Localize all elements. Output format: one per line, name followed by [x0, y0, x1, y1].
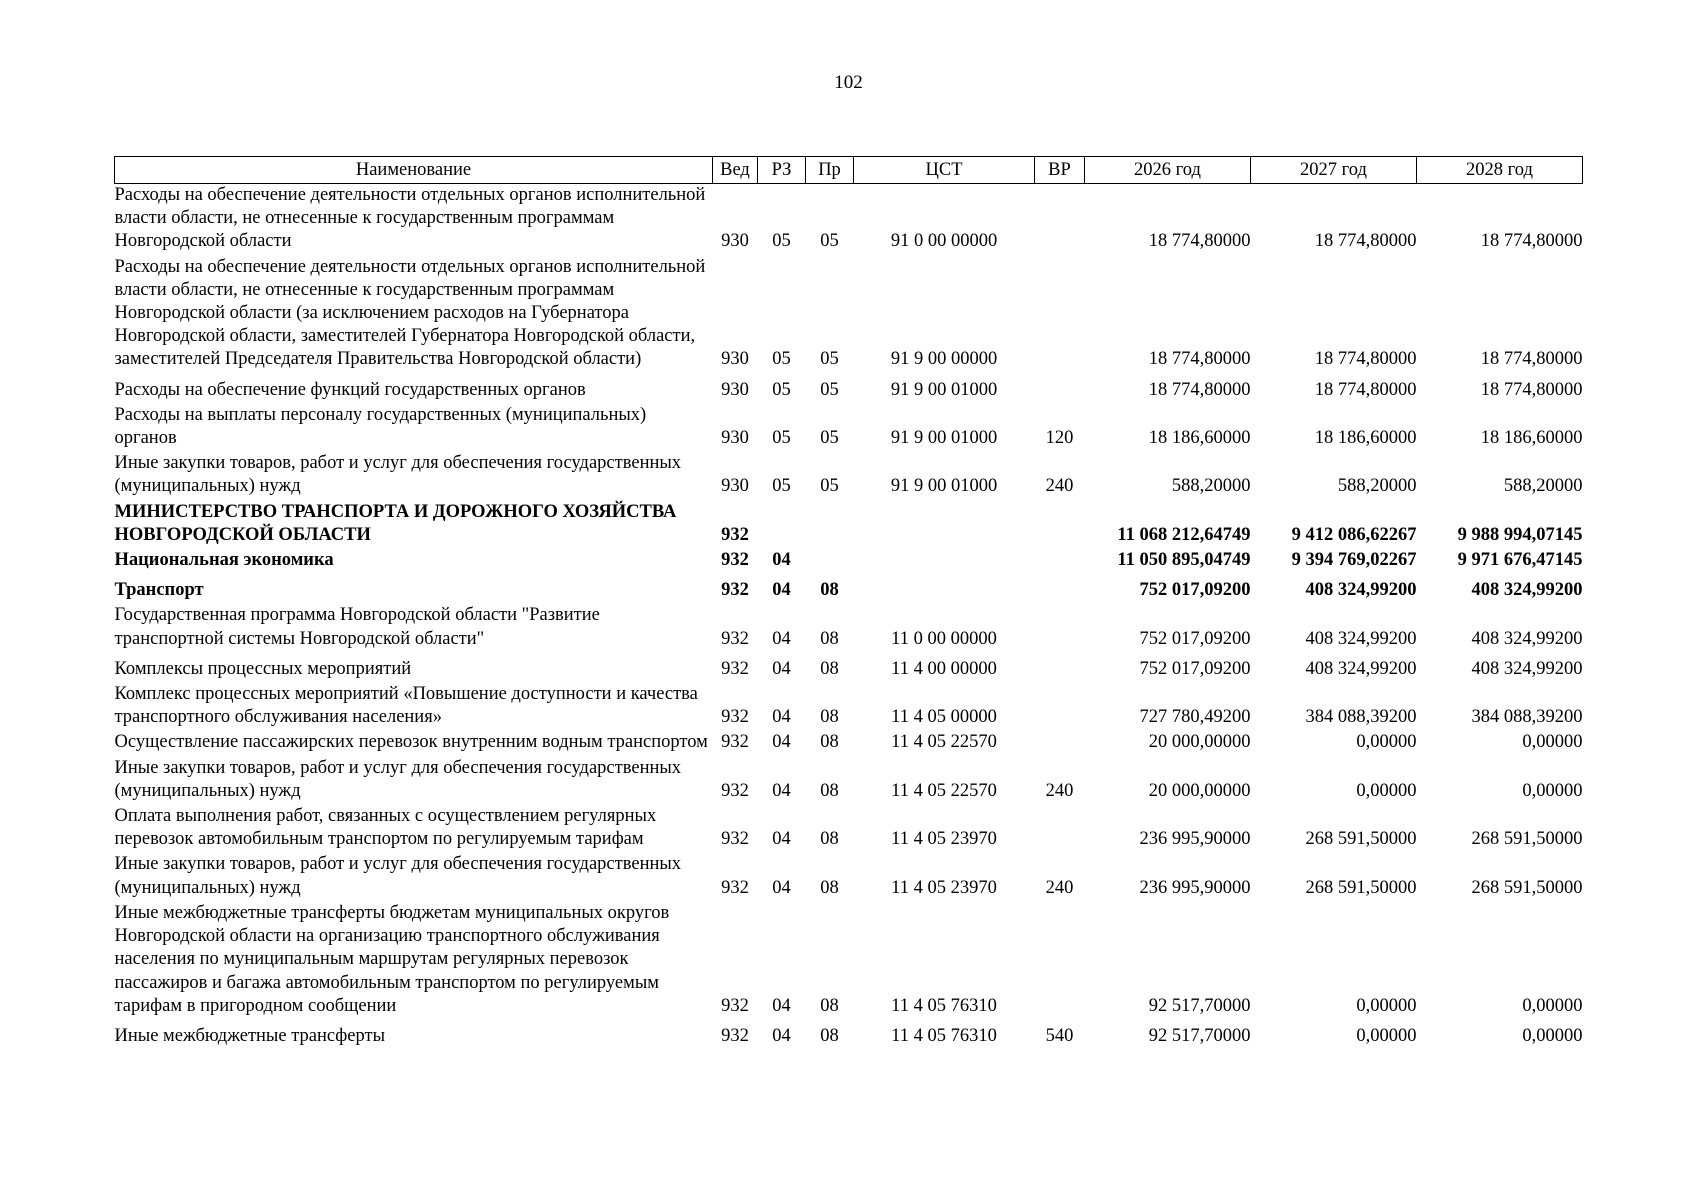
cell-rz: 04	[772, 580, 791, 601]
header-ved: Вед	[713, 157, 758, 184]
cell-pr: 05	[820, 349, 839, 370]
cell-ved: 932	[721, 707, 749, 728]
cell-pr: 08	[820, 780, 839, 801]
cell-cst: 91 9 00 01000	[890, 428, 998, 449]
cell-ved: 930	[721, 231, 749, 252]
cell-pr	[806, 549, 854, 574]
cell-cst	[854, 574, 1035, 604]
cell-y2027: 9 412 086,62267	[1291, 524, 1417, 545]
cell-y2028: 384 088,39200	[1471, 707, 1583, 728]
cell-rz: 05	[772, 476, 791, 497]
cell-y2026: 92 517,70000	[1148, 1025, 1251, 1046]
cell-y2027: 0,00000	[1356, 780, 1417, 801]
cell-y2026: 18 774,80000	[1148, 349, 1251, 370]
cell-cst: 11 4 05 00000	[891, 707, 997, 728]
cell-y2028: 0,00000	[1522, 780, 1583, 801]
table-row	[115, 184, 1583, 256]
cell-name: Осуществление пассажирских перевозок внутренним водным транспортом	[114, 732, 708, 753]
cell-y2027: 408 324,99200	[1305, 580, 1417, 601]
cell-y2026: 588,20000	[1171, 476, 1251, 497]
cell-ved: 932	[721, 829, 749, 850]
cell-name: Расходы на обеспечение функций государственных органов	[114, 379, 586, 400]
cell-vr	[1035, 549, 1085, 574]
cell-pr: 08	[820, 1025, 839, 1046]
cell-y2027: 18 774,80000	[1314, 231, 1417, 252]
cell-y2027: 18 186,60000	[1314, 428, 1417, 449]
cell-y2028: 9 971 676,47145	[1457, 550, 1583, 571]
cell-vr	[1035, 683, 1085, 731]
cell-rz: 04	[772, 780, 791, 801]
cell-y2027: 0,00000	[1356, 732, 1417, 753]
cell-y2026: 752 017,09200	[1139, 658, 1251, 679]
cell-rz: 04	[772, 658, 791, 679]
cell-y2026: 236 995,90000	[1139, 829, 1251, 850]
cell-name: Иные межбюджетные трансферты	[114, 1025, 386, 1046]
cell-cst: 11 4 00 00000	[891, 658, 997, 679]
cell-ved: 930	[721, 349, 749, 370]
cell-ved: 932	[721, 732, 749, 753]
cell-pr: 08	[820, 628, 839, 649]
cell-rz: 05	[772, 231, 791, 252]
cell-y2028: 18 774,80000	[1480, 349, 1583, 370]
cell-y2026: 18 774,80000	[1148, 231, 1251, 252]
cell-cst: 91 0 00 00000	[890, 231, 998, 252]
cell-pr: 05	[820, 231, 839, 252]
cell-vr	[1035, 653, 1085, 683]
cell-pr: 08	[820, 658, 839, 679]
cell-vr: 240	[1045, 780, 1074, 801]
cell-pr	[806, 501, 854, 549]
cell-rz: 05	[772, 379, 791, 400]
cell-cst	[854, 501, 1035, 549]
cell-ved: 932	[721, 550, 749, 571]
cell-y2027: 9 394 769,02267	[1291, 550, 1417, 571]
cell-rz: 04	[772, 628, 791, 649]
cell-ved: 930	[721, 476, 749, 497]
cell-name: Иные закупки товаров, работ и услуг для обеспечения государственных (муниципальных) нужд	[114, 757, 682, 801]
cell-ved: 932	[721, 877, 749, 898]
cell-cst: 11 4 05 23970	[891, 877, 997, 898]
cell-cst: 91 9 00 00000	[890, 349, 998, 370]
table-header-row	[115, 157, 1583, 184]
cell-name: МИНИСТЕРСТВО ТРАНСПОРТА И ДОРОЖНОГО ХОЗЯЙСТВА НОВГОРОДСКОЙ ОБЛАСТИ	[114, 501, 677, 545]
cell-rz: 05	[772, 349, 791, 370]
table-row	[115, 902, 1583, 1020]
table-row	[115, 1020, 1583, 1050]
cell-name: Расходы на выплаты персоналу государственных (муниципальных) органов	[114, 404, 647, 449]
table-row	[115, 574, 1583, 604]
cell-name: Комплекс процессных мероприятий «Повышение доступности и качества транспортного обслуживания населения»	[114, 684, 698, 728]
cell-rz: 04	[772, 550, 791, 571]
cell-y2027: 0,00000	[1356, 995, 1417, 1016]
table-row	[115, 805, 1583, 853]
table-row	[115, 374, 1583, 404]
cell-vr: 540	[1045, 1025, 1074, 1046]
header-vr: ВР	[1035, 157, 1085, 184]
cell-cst: 11 4 05 22570	[891, 732, 997, 753]
cell-y2027: 384 088,39200	[1305, 707, 1417, 728]
cell-name: Расходы на обеспечение деятельности отдельных органов исполнительной власти области, не отнесенные к государственным программам Новгородской области	[114, 185, 706, 252]
cell-vr: 240	[1045, 476, 1074, 497]
cell-ved: 932	[721, 580, 749, 601]
cell-ved: 932	[721, 1025, 749, 1046]
cell-rz: 05	[772, 428, 791, 449]
cell-name: Иные межбюджетные трансферты бюджетам муниципальных округов Новгородской области на организацию транспортного обслуживания населения по муниципальным маршрутам регулярных перевозок пассажиров и багажа автомобильным транспортом по регулируемым тарифам в пригородном сообщении	[114, 902, 670, 1016]
cell-y2026: 11 068 212,64749	[1117, 524, 1251, 545]
cell-cst: 11 4 05 22570	[891, 780, 997, 801]
cell-y2027: 408 324,99200	[1305, 628, 1417, 649]
cell-ved: 932	[721, 780, 749, 801]
cell-vr	[1035, 574, 1085, 604]
cell-name: Оплата выполнения работ, связанных с осуществлением регулярных перевозок автомобильным транспортом по регулируемым тарифам	[114, 806, 657, 850]
table-row	[115, 683, 1583, 731]
table-row	[115, 853, 1583, 901]
table-row	[115, 256, 1583, 374]
cell-y2028: 0,00000	[1522, 995, 1583, 1016]
cell-ved: 932	[721, 995, 749, 1016]
cell-y2028: 9 988 994,07145	[1457, 524, 1583, 545]
cell-y2028: 18 186,60000	[1480, 428, 1583, 449]
table-row	[115, 731, 1583, 756]
cell-y2027: 268 591,50000	[1305, 829, 1417, 850]
cell-pr: 08	[820, 877, 839, 898]
cell-rz: 04	[772, 1025, 791, 1046]
cell-y2026: 20 000,00000	[1148, 732, 1251, 753]
cell-y2026: 236 995,90000	[1139, 877, 1251, 898]
cell-vr: 120	[1045, 428, 1074, 449]
cell-vr: 240	[1045, 877, 1074, 898]
cell-vr	[1035, 256, 1085, 374]
cell-y2028: 18 774,80000	[1480, 231, 1583, 252]
cell-y2028: 268 591,50000	[1471, 829, 1583, 850]
cell-y2028: 18 774,80000	[1480, 379, 1583, 400]
cell-pr: 08	[820, 707, 839, 728]
table-row	[115, 452, 1583, 500]
table-row	[115, 549, 1583, 574]
cell-rz: 04	[772, 829, 791, 850]
table-row	[115, 757, 1583, 805]
header-cst: ЦСТ	[854, 157, 1035, 184]
cell-name: Национальная экономика	[114, 550, 334, 571]
header-2028: 2028 год	[1417, 157, 1583, 184]
header-2027: 2027 год	[1251, 157, 1417, 184]
cell-name: Комплексы процессных мероприятий	[114, 658, 412, 679]
cell-y2026: 727 780,49200	[1139, 707, 1251, 728]
cell-rz	[758, 501, 806, 549]
cell-rz: 04	[772, 995, 791, 1016]
cell-ved: 932	[721, 524, 749, 545]
cell-cst: 11 0 00 00000	[891, 628, 997, 649]
cell-y2026: 18 186,60000	[1148, 428, 1251, 449]
cell-y2026: 752 017,09200	[1139, 580, 1251, 601]
table-row	[115, 404, 1583, 452]
cell-ved: 932	[721, 628, 749, 649]
cell-vr	[1035, 374, 1085, 404]
cell-vr	[1035, 731, 1085, 756]
cell-y2028: 408 324,99200	[1471, 658, 1583, 679]
cell-pr: 05	[820, 476, 839, 497]
cell-rz: 04	[772, 707, 791, 728]
cell-cst	[854, 549, 1035, 574]
cell-pr: 08	[820, 995, 839, 1016]
cell-ved: 930	[721, 379, 749, 400]
page-number: 102	[834, 72, 863, 93]
cell-y2026: 20 000,00000	[1148, 780, 1251, 801]
cell-y2026: 92 517,70000	[1148, 995, 1251, 1016]
cell-vr	[1035, 501, 1085, 549]
cell-name: Иные закупки товаров, работ и услуг для обеспечения государственных (муниципальных) нужд	[114, 453, 682, 497]
cell-cst: 11 4 05 76310	[891, 995, 997, 1016]
table-row	[115, 501, 1583, 549]
cell-pr: 05	[820, 379, 839, 400]
cell-y2028: 408 324,99200	[1471, 628, 1583, 649]
cell-pr: 08	[820, 580, 839, 601]
header-name: Наименование	[115, 157, 713, 184]
cell-vr	[1035, 604, 1085, 652]
cell-y2027: 0,00000	[1356, 1025, 1417, 1046]
cell-y2026: 11 050 895,04749	[1117, 550, 1251, 571]
cell-pr: 08	[820, 732, 839, 753]
cell-cst: 91 9 00 01000	[890, 379, 998, 400]
cell-name: Государственная программа Новгородской области "Развитие транспортной системы Новгородской области"	[114, 605, 600, 649]
cell-vr	[1035, 184, 1085, 256]
cell-y2027: 588,20000	[1337, 476, 1417, 497]
table-row	[115, 653, 1583, 683]
cell-rz: 04	[772, 877, 791, 898]
cell-y2027: 408 324,99200	[1305, 658, 1417, 679]
cell-name: Расходы на обеспечение деятельности отдельных органов исполнительной власти области, не отнесенные к государственным программам Новгородской области (за исключением расходов на Губернатора Новгородской области, заместителей Губернатора Новгородской области, заместителей Председателя Правительства Новгородской области)	[114, 256, 706, 370]
cell-y2027: 18 774,80000	[1314, 349, 1417, 370]
cell-rz: 04	[772, 732, 791, 753]
cell-y2026: 752 017,09200	[1139, 628, 1251, 649]
header-pr: Пр	[806, 157, 854, 184]
cell-pr: 05	[820, 428, 839, 449]
cell-y2028: 0,00000	[1522, 1025, 1583, 1046]
cell-y2027: 268 591,50000	[1305, 877, 1417, 898]
cell-y2027: 18 774,80000	[1314, 379, 1417, 400]
cell-cst: 11 4 05 23970	[891, 829, 997, 850]
cell-name: Транспорт	[114, 580, 204, 601]
cell-y2026: 18 774,80000	[1148, 379, 1251, 400]
header-2026: 2026 год	[1085, 157, 1251, 184]
cell-cst: 91 9 00 01000	[890, 476, 998, 497]
cell-cst: 11 4 05 76310	[891, 1025, 997, 1046]
cell-vr	[1035, 902, 1085, 1020]
cell-y2028: 0,00000	[1522, 732, 1583, 753]
cell-ved: 930	[721, 428, 749, 449]
cell-y2028: 588,20000	[1503, 476, 1583, 497]
cell-y2028: 408 324,99200	[1471, 580, 1583, 601]
cell-name: Иные закупки товаров, работ и услуг для обеспечения государственных (муниципальных) нужд	[114, 854, 682, 898]
table-row	[115, 604, 1583, 652]
cell-pr: 08	[820, 829, 839, 850]
header-rz: РЗ	[758, 157, 806, 184]
cell-vr	[1035, 805, 1085, 853]
budget-table	[114, 156, 1583, 1050]
cell-ved: 932	[721, 658, 749, 679]
cell-y2028: 268 591,50000	[1471, 877, 1583, 898]
